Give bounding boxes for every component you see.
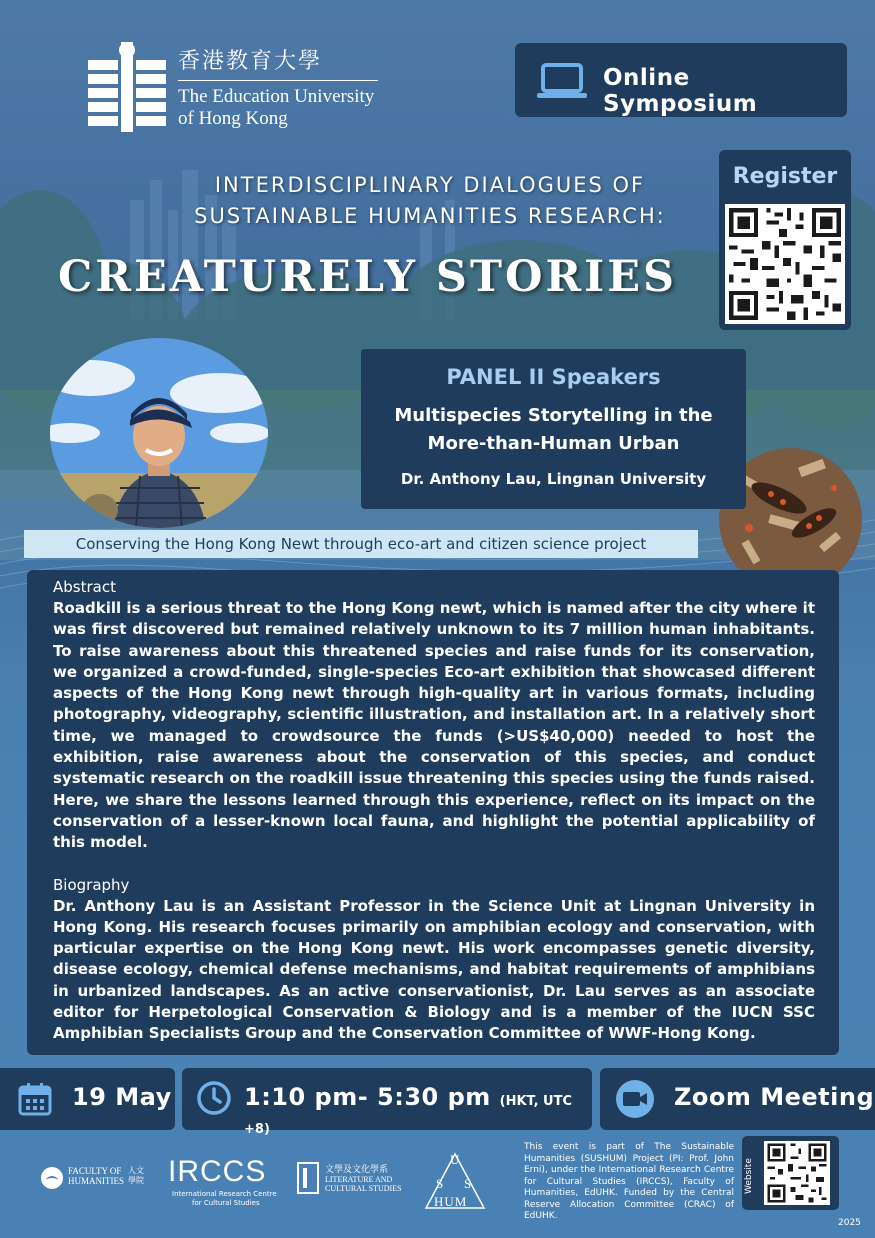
lcs-emblem-icon <box>297 1162 319 1194</box>
speaker-photo <box>50 338 268 528</box>
lcs-chinese: 文學及文化學系 <box>325 1165 389 1175</box>
panel-info <box>361 349 746 509</box>
talk-title-line1: Multispecies Storytelling in the <box>394 405 713 426</box>
sushum-logo[interactable] <box>422 1150 488 1212</box>
lcs-line1: LITERATURE AND <box>325 1175 393 1184</box>
year-label: 2025 <box>838 1218 861 1228</box>
lcs-line2: CULTURAL STUDIES <box>325 1184 402 1193</box>
irccs-wordmark: IRCCS <box>168 1155 267 1188</box>
online-symposium-banner <box>515 43 847 117</box>
register-section[interactable] <box>719 150 851 330</box>
logo-divider <box>178 80 378 81</box>
subtitle-line1: INTERDISCIPLINARY DIALOGUES OF <box>214 173 646 197</box>
event-venue: Zoom Meeting <box>674 1083 875 1111</box>
event-time-range: 1:10 pm- 5:30 pm <box>244 1083 491 1111</box>
foh-chinese: 人文學院 <box>128 1166 144 1185</box>
talk-title-line2: More-than-Human Urban <box>427 433 680 454</box>
foh-line1: FACULTY OF <box>68 1166 122 1176</box>
university-name-line1: The Education University <box>178 86 375 107</box>
laptop-icon <box>537 63 587 99</box>
faculty-of-humanities-logo[interactable] <box>40 1162 160 1198</box>
sushum-letters-hum: HUM <box>434 1194 468 1209</box>
abstract-biography-box <box>27 570 839 1055</box>
website-label: Website <box>744 1158 754 1194</box>
event-title: CREATURELY STORIES <box>58 252 678 302</box>
register-qr-code[interactable] <box>725 204 845 324</box>
university-name-chinese: 香港教育大學 <box>178 49 323 74</box>
abstract-body: Roadkill is a serious threat to the Hong Kong newt, which is named after the city where it was first discovered but remained relatively unknown to its 7 million human inhabitants. To raise awareness about this threatened species and raise funds for its conservation, we organized a crowd-funded, single-species Eco-art exhibition that showcased different aspects of the Hong Kong newt through high-quality art in various formats, including photography, videography, scientific illustration, and installation art. In a relatively short time, we managed to crowdsource the funds (>US$40,000) needed to host the exhibition, raise awareness about the conservation of this species, and conduct systematic research on the roadkill issue threatening this species using the funds raised. Here, we share the lessons learned through this experience, reflect on its impact on the conservation of a lesser-known local fauna, and highlight the potential applicability of this model. <box>53 599 815 852</box>
eduhk-emblem-icon <box>88 42 166 132</box>
symposium-label: Online Symposium <box>603 65 758 117</box>
website-section[interactable] <box>742 1136 839 1210</box>
panel-heading: PANEL II Speakers <box>446 365 661 389</box>
talk-title <box>361 402 746 458</box>
section-gap <box>53 854 815 875</box>
date-panel <box>0 1068 175 1130</box>
event-subtitle <box>150 170 710 232</box>
project-title: Conserving the Hong Kong Newt through eco-art and citizen science project <box>24 530 698 558</box>
irccs-logo[interactable] <box>168 1155 278 1210</box>
sushum-letter-s1: S <box>436 1176 444 1191</box>
clock-icon <box>196 1080 232 1116</box>
university-name-line2: of Hong Kong <box>178 108 288 129</box>
sushum-letter-s2: S <box>464 1176 472 1191</box>
sushum-letter-u: U <box>450 1152 460 1167</box>
lcs-logo[interactable] <box>297 1160 407 1200</box>
event-date: 19 May <box>72 1083 172 1111</box>
video-camera-icon <box>614 1078 656 1120</box>
subtitle-line2: SUSTAINABLE HUMANITIES RESEARCH: <box>194 204 666 228</box>
register-label: Register <box>732 164 838 189</box>
calendar-icon <box>18 1082 52 1116</box>
biography-title: Biography <box>53 875 130 894</box>
eduhk-logo[interactable] <box>88 40 388 135</box>
venue-panel[interactable] <box>600 1068 875 1130</box>
faculty-emblem-icon <box>40 1166 64 1190</box>
irccs-subline1: International Research Centre <box>172 1190 277 1198</box>
event-timezone: (HKT, UTC +8) <box>244 1094 572 1137</box>
funding-note: This event is part of The Sustainable Humanities (SUSHUM) Project (PI: Prof. John Erni), under the International Research Centre for Cultural Studies (IRCCS), Faculty of Humanities, EdUHK. Funded by the Central Reserve Allocation Committee (CRAC) of EdUHK. <box>524 1142 734 1221</box>
event-time <box>244 1083 592 1139</box>
irccs-subline2: for Cultural Studies <box>192 1199 260 1207</box>
foh-line2: HUMANITIES <box>68 1176 124 1186</box>
time-panel <box>182 1068 592 1137</box>
abstract-title: Abstract <box>53 578 116 596</box>
biography-body: Dr. Anthony Lau is an Assistant Professor in the Science Unit at Lingnan University in Hong Kong. His research focuses primarily on amphibian ecology and conservation, with particular expertise on the Hong Kong newt. His work encompasses genetic diversity, disease ecology, chemical defense mechanisms, and habitat requirements of amphibians in urbanized landscapes. As an active conservationist, Dr. Lau serves as an associate editor for Herpetological Conservation & Biology and is a member of the IUCN SSC Amphibian Specialists Group and the Conservation Committee of WWF-Hong Kong. <box>53 896 815 1043</box>
website-qr-code[interactable] <box>764 1141 830 1205</box>
speaker-name: Dr. Anthony Lau, Lingnan University <box>400 470 707 488</box>
